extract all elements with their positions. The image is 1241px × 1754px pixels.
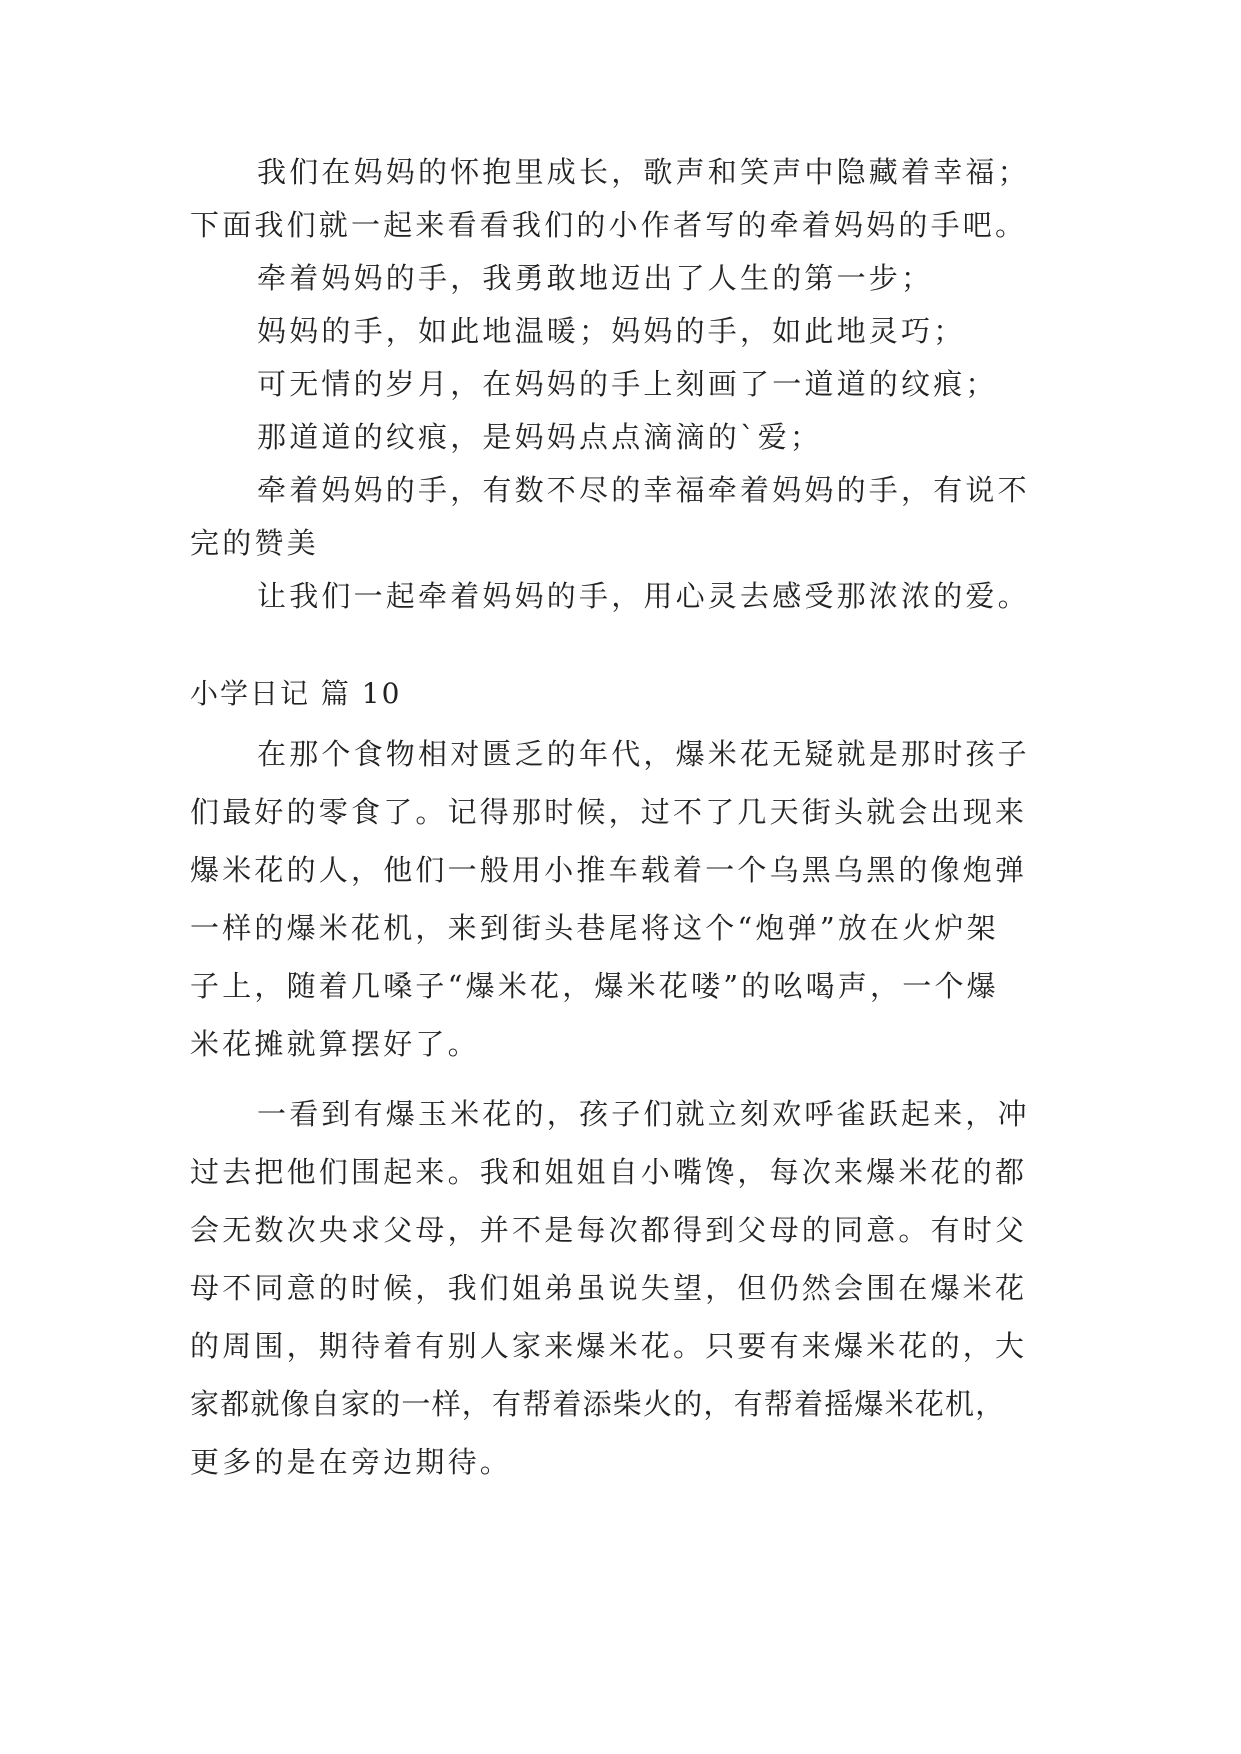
text-line: 母不同意的时候，我们姐弟虽说失望，但仍然会围在爆米花 xyxy=(190,1271,1028,1305)
text-line: 一看到有爆玉米花的，孩子们就立刻欢呼雀跃起来，冲 xyxy=(257,1097,1030,1131)
text-line: 牵着妈妈的手，我勇敢地迈出了人生的第一步； xyxy=(257,261,934,295)
text-line: 的周围，期待着有别人家来爆米花。只要有来爆米花的，大 xyxy=(190,1329,1028,1363)
text-line: 一样的爆米花机，来到街头巷尾将这个“炮弹”放在火炉架 xyxy=(190,911,999,945)
text-line: 在那个食物相对匮乏的年代，爆米花无疑就是那时孩子 xyxy=(257,737,1030,771)
text-line: 完的赞美 xyxy=(190,526,319,560)
text-line: 那道道的纹痕，是妈妈点点滴滴的`爱； xyxy=(257,420,823,454)
text-line: 家都就像自家的一样，有帮着添柴火的，有帮着摇爆米花机， xyxy=(190,1387,1006,1421)
text-line: 我们在妈妈的怀抱里成长，歌声和笑声中隐藏着幸福； xyxy=(257,155,1030,189)
text-line: 爆米花的人，他们一般用小推车载着一个乌黑乌黑的像炮弹 xyxy=(190,853,1028,887)
text-line: 更多的是在旁边期待。 xyxy=(190,1445,513,1479)
text-line: 们最好的零食了。记得那时候，过不了几天街头就会出现来 xyxy=(190,795,1028,829)
text-line: 牵着妈妈的手，有数不尽的幸福牵着妈妈的手，有说不 xyxy=(257,473,1030,507)
text-line: 可无情的岁月，在妈妈的手上刻画了一道道的纹痕； xyxy=(257,367,998,401)
text-line: 会无数次央求父母，并不是每次都得到父母的同意。有时父 xyxy=(190,1213,1028,1247)
text-line: 妈妈的手，如此地温暖；妈妈的手，如此地灵巧； xyxy=(257,314,966,348)
text-line: 过去把他们围起来。我和姐姐自小嘴馋，每次来爆米花的都 xyxy=(190,1155,1028,1189)
text-line: 子上，随着几嗓子“爆米花，爆米花喽”的吆喝声，一个爆 xyxy=(190,969,999,1003)
section-title: 小学日记 篇 10 xyxy=(190,677,402,710)
text-line: 米花摊就算摆好了。 xyxy=(190,1027,480,1061)
text-line: 下面我们就一起来看看我们的小作者写的牵着妈妈的手吧。 xyxy=(190,208,1028,242)
text-line: 让我们一起牵着妈妈的手，用心灵去感受那浓浓的爱。 xyxy=(257,579,1030,613)
